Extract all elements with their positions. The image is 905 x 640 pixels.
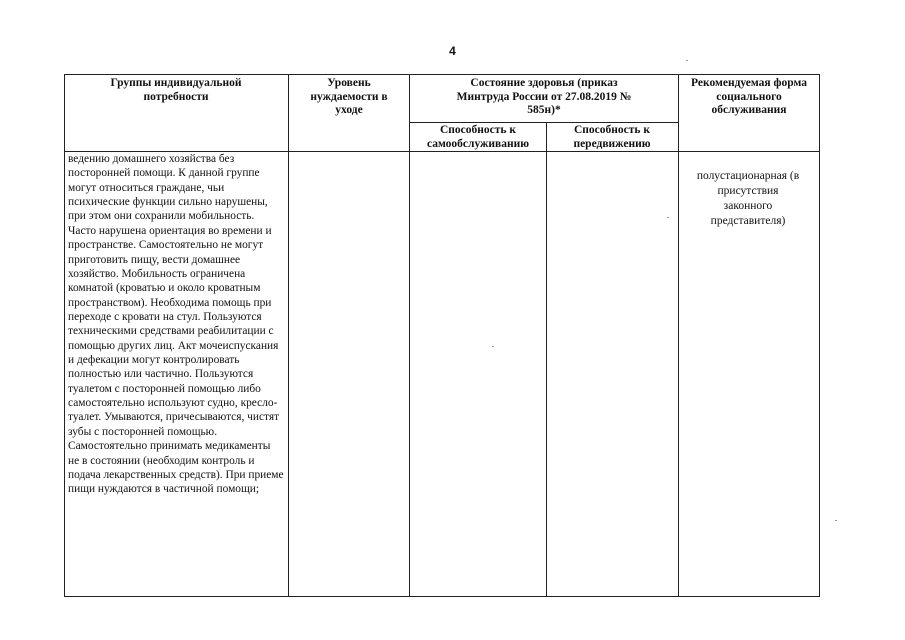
column-divider bbox=[409, 74, 410, 597]
header-recommended-form: Рекомендуемая форма социального обслуживания bbox=[691, 77, 807, 117]
header-groups: Группы индивидуальной потребности bbox=[110, 77, 242, 103]
care-needs-table bbox=[64, 74, 820, 597]
subheader-divider bbox=[409, 122, 678, 123]
group-description-cell: ведению домашнего хозяйства без посторонней помощи. К данной группе могут относиться граждане, чьи психические функции сильно нарушены, при этом они сохранили мобильность. Часто нарушена ориентация во времени и пространстве. Самостоятельно не могут приготовить пищу, вести домашнее хозяйство. Мобильность ограничена комнатой (кроватью и около кроватным пространством). Необходима помощь при переходе с кровати на стул. Пользуются техническими средствами реабилитации с помощью других лиц. Акт мочеиспускания и дефекации могут контролировать полностью или частично. Пользуются туалетом с посторонней помощью либо самостоятельно используют судно, кресло-туалет. Умываются, причесываются, чистят зубы с посторонней помощью. Самостоятельно принимать медикаменты не в состоянии (необходим контроль и подача лекарственных средств). При приеме пищи нуждаются в частичной помощи; bbox=[68, 153, 284, 496]
subheader-self-care: Способность к самообслуживанию bbox=[426, 124, 530, 150]
header-care-level: Уровень нуждаемости в уходе bbox=[310, 77, 388, 117]
page-number: 4 bbox=[449, 44, 456, 58]
column-divider bbox=[288, 74, 289, 597]
header-health-state: Состояние здоровья (приказ Минтруда России от 27.08.2019 № 585н)* bbox=[456, 77, 632, 117]
scan-speck bbox=[492, 346, 494, 347]
scan-speck bbox=[835, 520, 837, 521]
column-divider bbox=[678, 74, 679, 597]
column-divider bbox=[546, 122, 547, 597]
subheader-movement: Способность к передвижению bbox=[573, 124, 651, 150]
recommended-form-cell: полустационарная (в присутствия законного представителя) bbox=[696, 170, 800, 227]
scan-speck bbox=[667, 217, 669, 218]
scan-speck bbox=[686, 60, 688, 61]
